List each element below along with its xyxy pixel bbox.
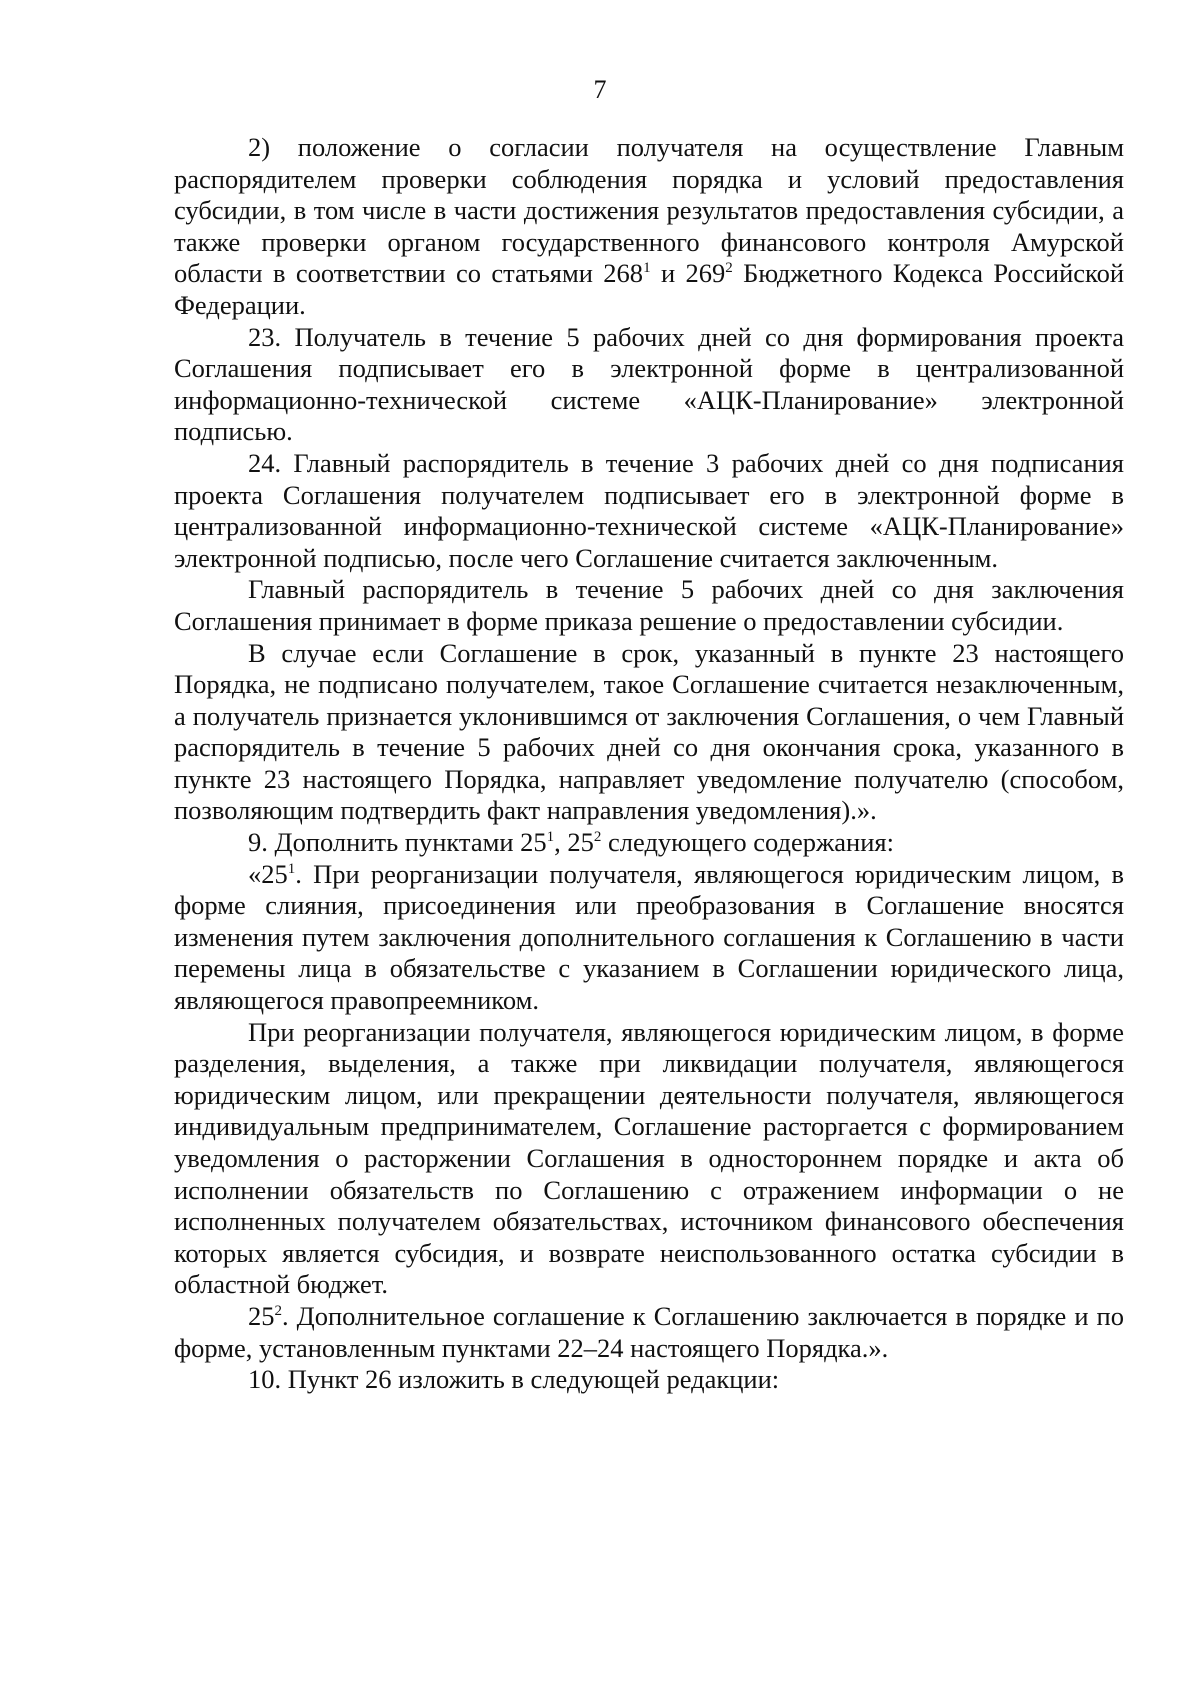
superscript: 1 (546, 829, 555, 846)
superscript: 2 (725, 260, 733, 277)
page-number: 7 (593, 75, 607, 104)
paragraph-text: Бюджетного Кодекса Российской Федерации. (174, 258, 1125, 320)
paragraph-text: 23. Получатель в течение 5 рабочих дней со дня формирования проекта Соглашения подписывает его в электронной форме в централизованной информационно-технической системе «АЦК-Планирование» электронной подписью. (174, 321, 1124, 447)
paragraph-9 (174, 1301, 1124, 1364)
paragraph-2 (174, 322, 1124, 448)
superscript: 2 (593, 829, 602, 846)
paragraph-text: 2) положение о согласии получателя на осуществление Главным распорядителем проверки соблюдения порядка и условий предоставления субсидии, в том числе в части достижения результатов предоставления субсидии, а также проверки органом государственного финансового контроля Амурской области в соответствии со статьями 268 (174, 132, 1124, 289)
superscript: 1 (287, 860, 296, 877)
paragraph-text: «25 (248, 858, 288, 889)
paragraph-text: и 269 (650, 258, 726, 289)
paragraph-5 (174, 638, 1124, 828)
paragraph-text: . Дополнительное соглашение к Соглашению заключается в порядке и по форме, установленным пунктами 22–24 настоящего Порядка.». (174, 1300, 1124, 1363)
paragraph-10 (174, 1364, 1124, 1396)
paragraph-7 (174, 859, 1124, 1017)
paragraph-3 (174, 448, 1124, 574)
paragraph-text: 10. Пункт 26 изложить в следующей редакции: (248, 1364, 780, 1395)
paragraph-text: , 25 (554, 827, 594, 858)
paragraph-6 (174, 827, 1124, 859)
paragraph-text: 25 (248, 1300, 275, 1331)
paragraph-text: В случае если Соглашение в срок, указанный в пункте 23 настоящего Порядка, не подписано получателем, такое Соглашение считается незаключенным, а получатель признается уклонившимся от заключения Соглашения, о чем Главный распорядитель в течение 5 рабочих дней со дня окончания срока, указанного в пункте 23 настоящего Порядка, направляет уведомление получателю (способом, позволяющим подтвердить факт направления уведомления).». (174, 637, 1124, 826)
paragraph-text: следующего содержания: (601, 827, 894, 858)
paragraph-text: 24. Главный распорядитель в течение 3 рабочих дней со дня подписания проекта Соглашения получателем подписывает его в электронной форме в централизованной информационно-технической системе «АЦК-Планирование» электронной подписью, после чего Соглашение считается заключенным. (174, 447, 1124, 573)
document-body (174, 132, 1124, 1396)
superscript: 1 (643, 260, 651, 277)
superscript: 2 (274, 1302, 282, 1319)
paragraph-text: 9. Дополнить пунктами 25 (248, 827, 547, 858)
paragraph-text: . При реорганизации получателя, являющегося юридическим лицом, в форме слияния, присоединения или преобразования в Соглашение вносятся изменения путем заключения дополнительного соглашения к Соглашению в части перемены лица в обязательстве с указанием в Соглашении юридического лица, являющегося правопреемником. (174, 858, 1124, 1016)
paragraph-text: При реорганизации получателя, являющегося юридическим лицом, в форме разделения, выделения, а также при ликвидации получателя, являющегося юридическим лицом, или прекращении деятельности получателя, являющегося индивидуальным предпринимателем, Соглашение расторгается с формированием уведомления о расторжении Соглашения в одностороннем порядке и акта об исполнении обязательств по Соглашению с отражением информации о не исполненных получателем обязательствах, источником финансового обеспечения которых является субсидия, и возврате неиспользованного остатка субсидии в областной бюджет. (174, 1016, 1124, 1300)
paragraph-4 (174, 574, 1124, 637)
paragraph-8 (174, 1017, 1124, 1301)
paragraph-1 (174, 132, 1124, 322)
paragraph-text: Главный распорядитель в течение 5 рабочих дней со дня заключения Соглашения принимает в форме приказа решение о предоставлении субсидии. (174, 574, 1124, 636)
